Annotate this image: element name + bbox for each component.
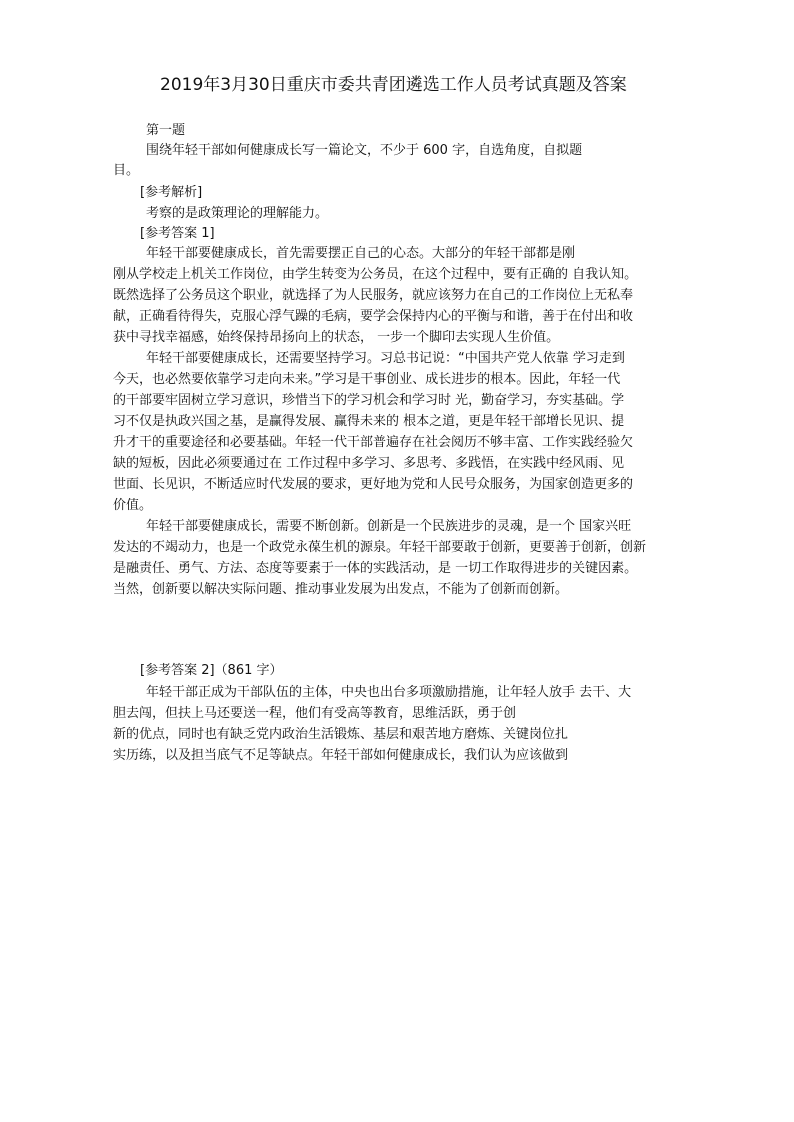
question-label: 第一题 <box>146 123 186 138</box>
answer1-line: 献，正确看待得失，克服心浮气躁的毛病，要学会保持内心的平衡与和谐，善于在付出和收 <box>113 309 634 324</box>
answer1-line: 年轻干部要健康成长，还需要坚持学习。习总书记说：“中国共产党人依靠 学习走到 <box>146 351 625 366</box>
answer1-line: 刚从学校走上机关工作岗位，由学生转变为公务员，在这个过程中，要有正确的 自我认知。 <box>113 267 638 282</box>
answer2-label: [参考答案 2]（861 字） <box>140 663 283 678</box>
answer1-line: 当然，创新要以解决实际问题、推动事业发展为出发点，不能为了创新而创新。 <box>113 582 569 597</box>
answer1-line: 的干部要牢固树立学习意识，珍惜当下的学习机会和学习时 光，勤奋学习，夯实基础。学 <box>113 393 625 408</box>
answer1-line: 既然选择了公务员这个职业，就选择了为人民服务，就应该努力在自己的工作岗位上无私奉 <box>113 288 634 303</box>
document-title: 2019年3月30日重庆市委共青团遴选工作人员考试真题及答案 <box>160 75 627 95</box>
answer1-line: 世面、长见识，不断适应时代发展的要求，更好地为党和人民号众服务，为国家创造更多的 <box>113 477 634 492</box>
analysis-text: 考察的是政策理论的理解能力。 <box>146 206 329 221</box>
question-text-line: 目。 <box>113 163 140 178</box>
answer1-line: 缺的短板，因此必须要通过在 工作过程中多学习、多思考、多践悟，在实践中经风雨、见 <box>113 456 625 471</box>
answer1-line: 发达的不竭动力，也是一个政党永葆生机的源泉。年轻干部要敢于创新，更要善于创新，创新 <box>113 540 647 555</box>
answer1-line: 是融责任、勇气、方法、态度等要素于一体的实践活动，是 一切工作取得进步的关键因素。 <box>113 561 638 576</box>
answer2-line: 新的优点，同时也有缺乏党内政治生活锻炼、基层和艰苦地方磨炼、关键岗位扎 <box>113 727 569 742</box>
answer1-line: 习不仅是执政兴国之基，是赢得发展、赢得未来的 根本之道，更是年轻干部增长见识、提 <box>113 414 625 429</box>
answer2-line: 实历练，以及担当底气不足等缺点。年轻干部如何健康成长，我们认为应该做到 <box>113 748 569 763</box>
answer1-line: 年轻干部要健康成长，需要不断创新。创新是一个民族进步的灵魂，是一个 国家兴旺 <box>146 519 632 534</box>
analysis-label: [参考解析] <box>140 185 203 200</box>
answer1-line: 价值。 <box>113 498 153 513</box>
answer2-line: 年轻干部正成为干部队伍的主体，中央也出台多项激励措施，让年轻人放手 去干、大 <box>146 685 632 700</box>
answer1-line: 年轻干部要健康成长，首先需要摆正自己的心态。大部分的年轻干部都是刚 <box>146 246 576 261</box>
answer1-line: 升才干的重要途径和必要基础。年轻一代干部普遍存在社会阅历不够丰富、工作实践经验欠 <box>113 435 634 450</box>
question-text-line: 围绕年轻干部如何健康成长写一篇论文，不少于 600 字，自选角度，自拟题 <box>146 143 583 158</box>
answer1-label: [参考答案 1] <box>140 226 215 241</box>
answer1-line: 获中寻找幸福感，始终保持昂扬向上的状态， 一步一个脚印去实现人生价值。 <box>113 330 560 345</box>
answer2-line: 胆去闯，但扶上马还要送一程，他们有受高等教育，思维活跃，勇于创 <box>113 706 517 721</box>
answer1-line: 今天，也必然要依靠学习走向未来。”学习是干事创业、成长进步的根本。因此，年轻一代 <box>113 372 621 387</box>
